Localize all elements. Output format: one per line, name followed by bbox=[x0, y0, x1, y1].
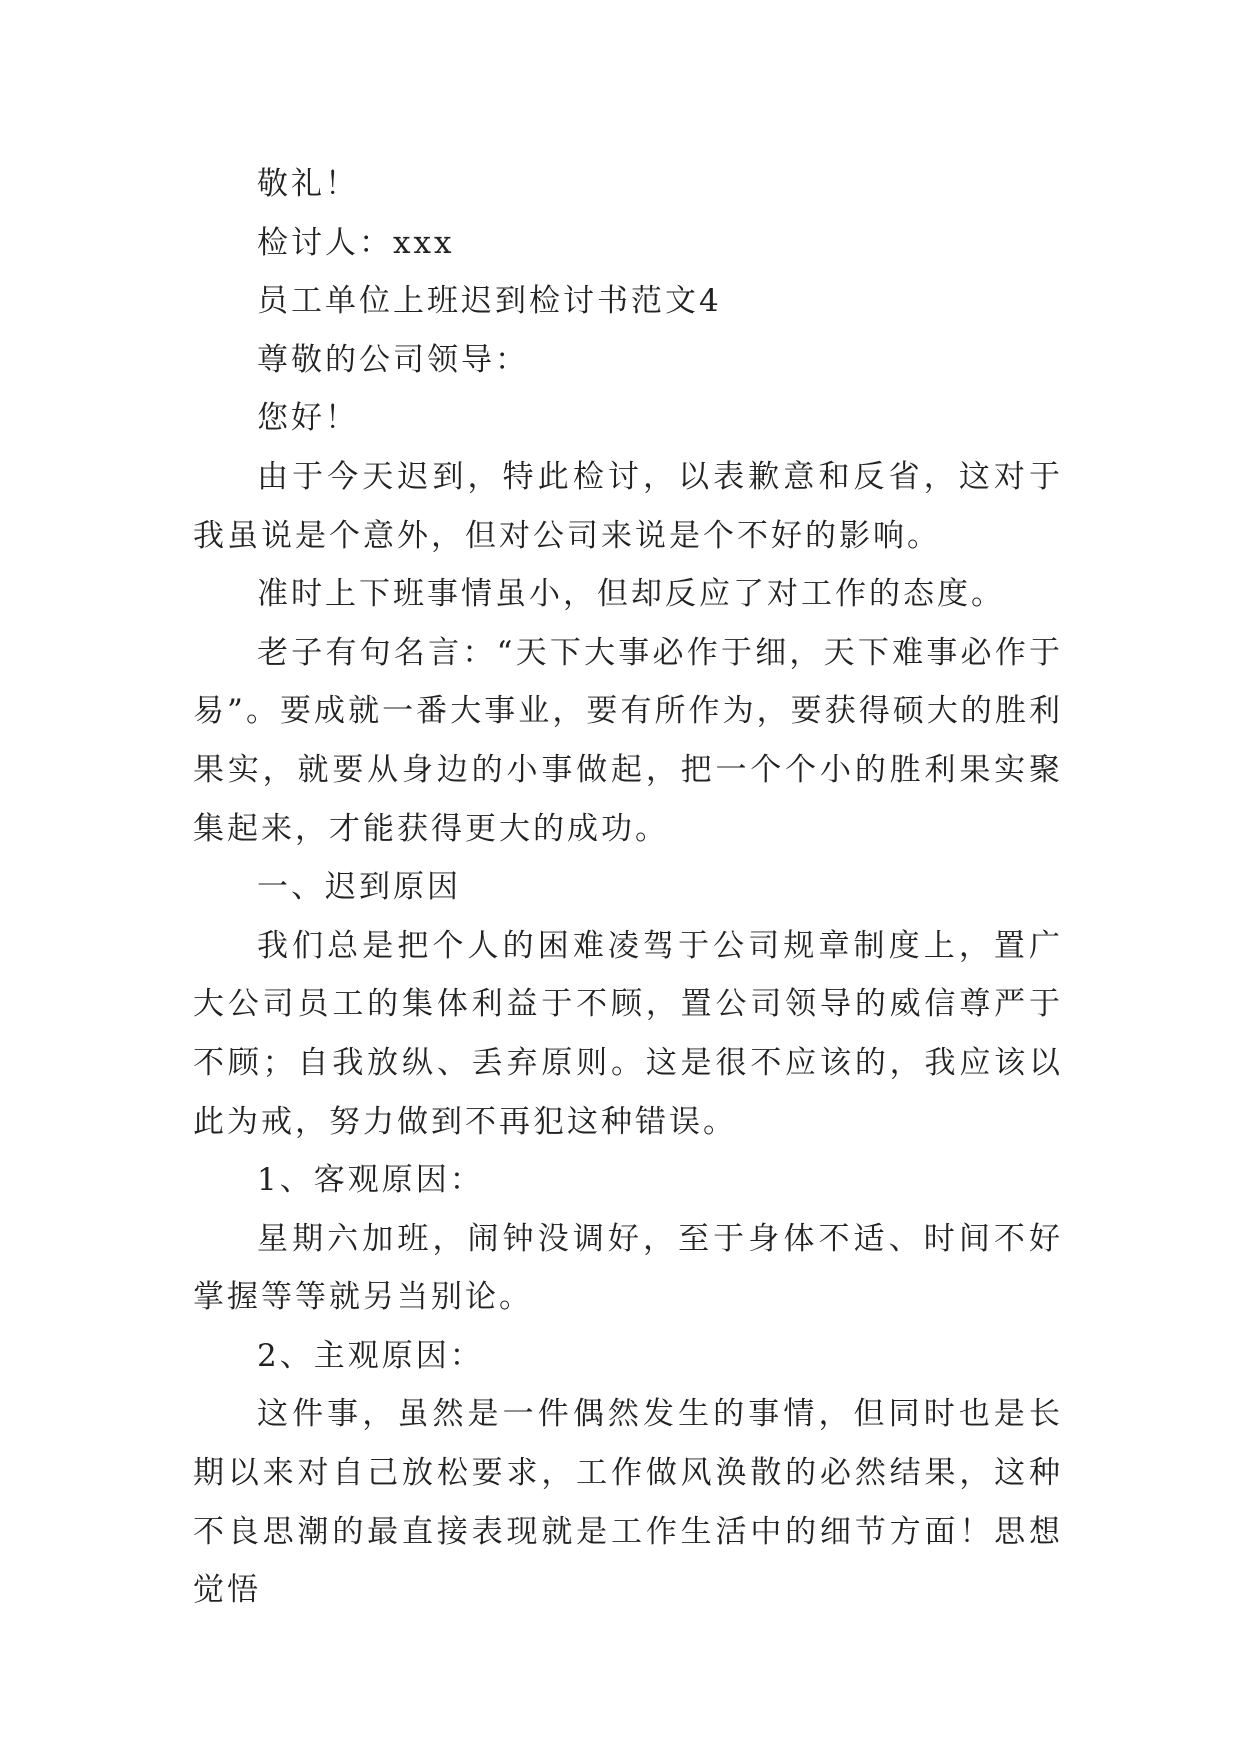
heading-objective: 1、客观原因： bbox=[257, 1162, 484, 1199]
heading-subjective: 2、主观原因： bbox=[257, 1337, 484, 1374]
paragraph-reasons: 我们总是把个人的困难凌驾于公司规章制度上，置广大公司员工的集体利益于不顾，置公司领导的威信尊严于不顾；自我放纵、丢弃原则。这是很不应该的，我应该以此为戒，努力做到不再犯这种错误。 bbox=[193, 927, 1063, 1140]
paragraph-intro: 由于今天迟到，特此检讨，以表歉意和反省，这对于我虽说是个意外，但对公司来说是个不好的影响。 bbox=[193, 458, 1063, 554]
signature-line: 检讨人：xxx bbox=[257, 224, 455, 261]
heading-reasons: 一、迟到原因 bbox=[257, 869, 461, 906]
paragraph-quote: 老子有句名言：“天下大事必作于细，天下难事必作于易”。要成就一番大事业，要有所作为，要获得硕大的胜利果实，就要从身边的小事做起，把一个个小的胜利果实聚集起来，才能获得更大的成功。 bbox=[193, 634, 1063, 847]
closing-salute: 敬礼！ bbox=[257, 166, 359, 202]
paragraph-subjective: 这件事，虽然是一件偶然发生的事情，但同时也是长期以来对自己放松要求，工作做风涣散的必然结果，这种不良思潮的最直接表现就是工作生活中的细节方面！思想觉悟 bbox=[193, 1396, 1063, 1609]
greeting: 您好！ bbox=[257, 400, 359, 437]
document-body bbox=[193, 155, 1063, 1620]
section-title: 员工单位上班迟到检讨书范文4 bbox=[257, 283, 722, 320]
salutation: 尊敬的公司领导： bbox=[257, 341, 529, 378]
paragraph-attitude: 准时上下班事情虽小，但却反应了对工作的态度。 bbox=[257, 576, 1005, 613]
paragraph-objective: 星期六加班，闹钟没调好，至于身体不适、时间不好掌握等等就另当别论。 bbox=[193, 1220, 1063, 1316]
